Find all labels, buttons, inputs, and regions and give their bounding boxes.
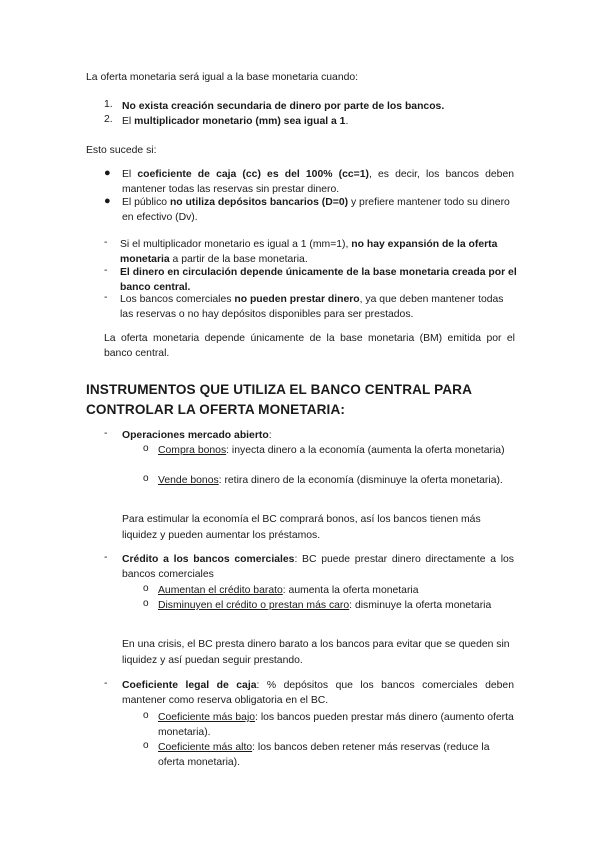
open-market-colon: : — [268, 430, 272, 441]
open-market-note: Para estimular la economía el BC comprará bonos, así los bancos tienen más liquidez y pueden aumentar los préstamos. — [122, 514, 481, 541]
reserve-lower-label: Coeficiente más bajo — [158, 712, 256, 723]
reserve-higher-text: : los bancos deben retener más reservas (reduce la oferta monetaria). — [158, 742, 490, 768]
bullet-1-pre: El — [122, 169, 138, 180]
condition-1-bold: No exista creación secundaria de dinero por parte de los bancos. — [122, 101, 445, 112]
condition-2 — [122, 114, 522, 129]
instrument-reserve-ratio — [122, 678, 514, 708]
list-number-1: 1. — [104, 99, 113, 110]
conclusion-text: La oferta monetaria depende únicamente de la base monetaria (BM) emitida por el banco central. — [104, 333, 515, 359]
sell-bonds-text: : retira dinero de la economía (disminuye la oferta monetaria). — [218, 475, 503, 486]
bullet-2-bold: no utiliza depósitos bancarios (D=0) — [169, 197, 349, 208]
condition-2-bold: multiplicador monetario (mm) sea igual a 1 — [134, 116, 346, 127]
dash-marker: - — [104, 237, 108, 248]
credit-text: : BC puede prestar dinero directamente a los bancos comerciales — [122, 554, 514, 580]
dash-marker: - — [104, 428, 108, 439]
credit-increase — [158, 583, 514, 598]
reserve-higher-label: Coeficiente más alto — [158, 742, 253, 753]
credit-increase-label: Aumentan el crédito barato — [158, 585, 283, 596]
condition-2-post: . — [345, 116, 349, 127]
dash-item-2 — [120, 265, 518, 295]
credit-decrease — [158, 598, 514, 613]
credit-title: Crédito a los bancos comerciales — [122, 554, 295, 565]
dash-marker: - — [104, 678, 108, 689]
sell-bonds-label: Vende bonos — [158, 475, 219, 486]
sub-bullet-marker: o — [143, 710, 149, 721]
bullet-2-pre: El público — [122, 197, 170, 208]
dash-marker: - — [104, 552, 108, 563]
bullet-item-1 — [122, 167, 514, 197]
esto-text: Esto sucede si: — [86, 145, 157, 156]
dash-marker: - — [104, 292, 108, 303]
dash-2-bold: El dinero en circulación depende únicamente de la base monetaria creada por el banco central. — [120, 267, 517, 293]
credit-decrease-text: : disminuye la oferta monetaria — [349, 600, 492, 611]
open-market-sell — [158, 473, 514, 488]
dash-item-1 — [120, 237, 516, 267]
condition-1 — [122, 99, 522, 114]
bullet-icon: ● — [104, 167, 111, 179]
condition-2-pre: El — [122, 116, 135, 127]
reserve-lower — [158, 710, 516, 740]
bullet-item-2 — [122, 195, 516, 225]
reserve-higher — [158, 740, 516, 770]
bullet-icon: ● — [104, 195, 111, 207]
sub-bullet-marker: o — [143, 598, 149, 609]
dash-3-post: , ya que deben mantener todas las reservas o no hay depósitos disponibles para ser prestados. — [120, 294, 504, 320]
dash-1-pre: Si el multiplicador monetario es igual a 1 (mm=1), — [120, 239, 352, 250]
dash-3-pre: Los bancos comerciales — [120, 294, 235, 305]
bullet-1-post: , es decir, los bancos deben mantener todas las reservas sin prestar dinero. — [122, 169, 514, 195]
sub-bullet-marker: o — [143, 473, 149, 484]
dash-1-bold: no hay expansión de la oferta monetaria — [120, 239, 498, 265]
list-number-2: 2. — [104, 114, 113, 125]
buy-bonds-label: Compra bonos — [158, 445, 227, 456]
buy-bonds-text: : inyecta dinero a la economía (aumenta la oferta monetaria) — [226, 445, 505, 456]
section-heading: INSTRUMENTOS QUE UTILIZA EL BANCO CENTRAL PARA CONTROLAR LA OFERTA MONETARIA: — [86, 382, 472, 417]
bullet-2-post: y prefiere mantener todo su dinero en efectivo (Dv). — [122, 197, 510, 223]
sub-bullet-marker: o — [143, 740, 149, 751]
open-market-title: Operaciones mercado abierto — [122, 430, 269, 441]
open-market-buy — [158, 443, 514, 458]
bullet-1-bold: coeficiente de caja (cc) es del 100% (cc=1) — [137, 169, 369, 180]
instrument-credit — [122, 552, 514, 582]
dash-3-bold: no pueden prestar dinero — [234, 294, 360, 305]
reserve-lower-text: : los bancos pueden prestar más dinero (aumento oferta monetaria). — [158, 712, 514, 738]
credit-increase-text: : aumenta la oferta monetaria — [282, 585, 419, 596]
sub-bullet-marker: o — [143, 583, 149, 594]
intro-text: La oferta monetaria será igual a la base monetaria cuando: — [86, 72, 359, 83]
instrument-open-market — [122, 428, 514, 443]
credit-decrease-label: Disminuyen el crédito o prestan más caro — [158, 600, 350, 611]
dash-1-post: a partir de la base monetaria. — [169, 254, 308, 265]
dash-item-3 — [120, 292, 518, 322]
credit-note: En una crisis, el BC presta dinero barato a los bancos para evitar que se queden sin liquidez y así puedan seguir prestando. — [122, 639, 510, 666]
sub-bullet-marker: o — [143, 443, 149, 454]
reserve-ratio-text: : % depósitos que los bancos comerciales deben mantener como reserva obligatoria en el BC. — [122, 680, 514, 706]
reserve-ratio-title: Coeficiente legal de caja — [122, 680, 257, 691]
dash-marker: - — [104, 265, 108, 276]
